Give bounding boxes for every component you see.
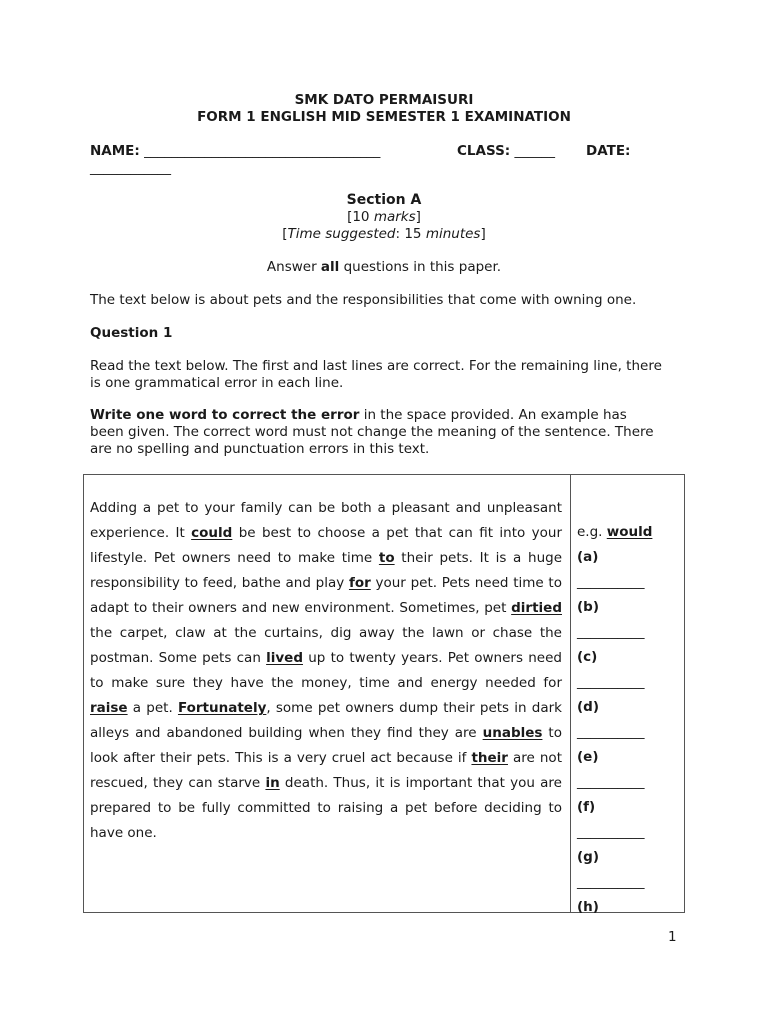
error-word: Fortunately bbox=[177, 700, 267, 716]
answer-label-f: (f) bbox=[577, 799, 596, 815]
school-name: SMK DATO PERMAISURI bbox=[294, 92, 474, 108]
error-word: in bbox=[265, 775, 280, 791]
answer-blank-a[interactable]: __________ bbox=[577, 574, 645, 590]
passage-segment: to look after their pets. This is a very cruel act because if bbox=[90, 725, 562, 766]
passage-segment: , some pet owners dump their pets in dark alleys and abandoned building when they find they are bbox=[90, 700, 563, 741]
error-word: unables bbox=[482, 725, 543, 741]
passage-segment: Adding a pet to your family can be both a pleasant and unpleasant experience. It bbox=[90, 500, 562, 541]
error-word: for bbox=[348, 575, 371, 591]
passage-segment: are not rescued, they can starve bbox=[90, 750, 562, 791]
error-word: their bbox=[471, 750, 508, 766]
error-word: raise bbox=[90, 700, 128, 716]
name-blank: ___________________________________ bbox=[144, 143, 381, 159]
answer-label-b: (b) bbox=[577, 599, 600, 615]
answer-label-h: (h) bbox=[577, 899, 599, 915]
section-title: Section A bbox=[346, 192, 422, 208]
date-blank: ____________ bbox=[90, 160, 171, 176]
answer-instruction: Answer all questions in this paper. bbox=[266, 259, 502, 275]
passage-segment: their pets. It is a huge responsibility to feed, bathe and play bbox=[90, 550, 563, 591]
passage-text bbox=[90, 496, 562, 846]
exam-title: FORM 1 ENGLISH MID SEMESTER 1 EXAMINATION bbox=[197, 109, 571, 125]
answer-blank-g[interactable]: __________ bbox=[577, 874, 645, 890]
error-word: could bbox=[191, 525, 233, 541]
error-correction-table bbox=[83, 474, 685, 913]
name-label: NAME: bbox=[90, 143, 140, 159]
error-word: to bbox=[378, 550, 395, 566]
answer-column bbox=[577, 520, 677, 920]
answer-blank-b[interactable]: __________ bbox=[577, 624, 645, 640]
student-info-row bbox=[90, 143, 688, 176]
passage-segment: the carpet, claw at the curtains, dig away the lawn or chase the postman. Some pets can bbox=[90, 625, 562, 666]
time-suggested: [Time suggested: 15 minutes] bbox=[282, 226, 486, 242]
write-instruction-line-3: are no spelling and punctuation errors in this text. bbox=[90, 441, 430, 457]
passage-segment: up to twenty years. Pet owners need to make sure they have the money, time and energy needed for bbox=[90, 650, 562, 691]
passage-segment: a pet. bbox=[127, 700, 178, 716]
page-number: 1 bbox=[668, 929, 677, 945]
example-answer: e.g. would bbox=[577, 524, 653, 540]
intro-text: The text below is about pets and the responsibilities that come with owning one. bbox=[90, 292, 637, 308]
answer-blank-f[interactable]: __________ bbox=[577, 824, 645, 840]
class-blank: ______ bbox=[514, 143, 555, 159]
section-marks: [10 marks] bbox=[347, 209, 421, 225]
table-divider bbox=[570, 475, 571, 912]
answer-label-e: (e) bbox=[577, 749, 599, 765]
date-label: DATE: bbox=[586, 143, 631, 159]
answer-blank-d[interactable]: __________ bbox=[577, 724, 645, 740]
instruction-line-1: Read the text below. The first and last lines are correct. For the remaining line, there bbox=[90, 358, 662, 374]
answer-blank-c[interactable]: __________ bbox=[577, 674, 645, 690]
passage-segment: death. Thus, it is important that you are prepared to be fully committed to raising a pet before deciding to have one. bbox=[90, 775, 562, 841]
answer-label-d: (d) bbox=[577, 699, 600, 715]
answer-label-g: (g) bbox=[577, 849, 600, 865]
write-instruction-line-1: Write one word to correct the error in the space provided. An example has bbox=[90, 407, 627, 423]
instruction-line-2: is one grammatical error in each line. bbox=[90, 375, 344, 391]
write-instruction-line-2: been given. The correct word must not change the meaning of the sentence. There bbox=[90, 424, 654, 440]
passage-segment: be best to choose a pet that can fit into your lifestyle. Pet owners need to make time bbox=[90, 525, 562, 566]
question-title: Question 1 bbox=[90, 325, 173, 341]
answer-label-a: (a) bbox=[577, 549, 599, 565]
passage-segment: your pet. Pets need time to adapt to their owners and new environment. Sometimes, pet bbox=[90, 575, 562, 616]
error-word: dirtied bbox=[511, 600, 562, 616]
class-label: CLASS: bbox=[457, 143, 511, 159]
answer-blank-e[interactable]: __________ bbox=[577, 774, 645, 790]
error-word: lived bbox=[266, 650, 303, 666]
answer-label-c: (c) bbox=[577, 649, 598, 665]
